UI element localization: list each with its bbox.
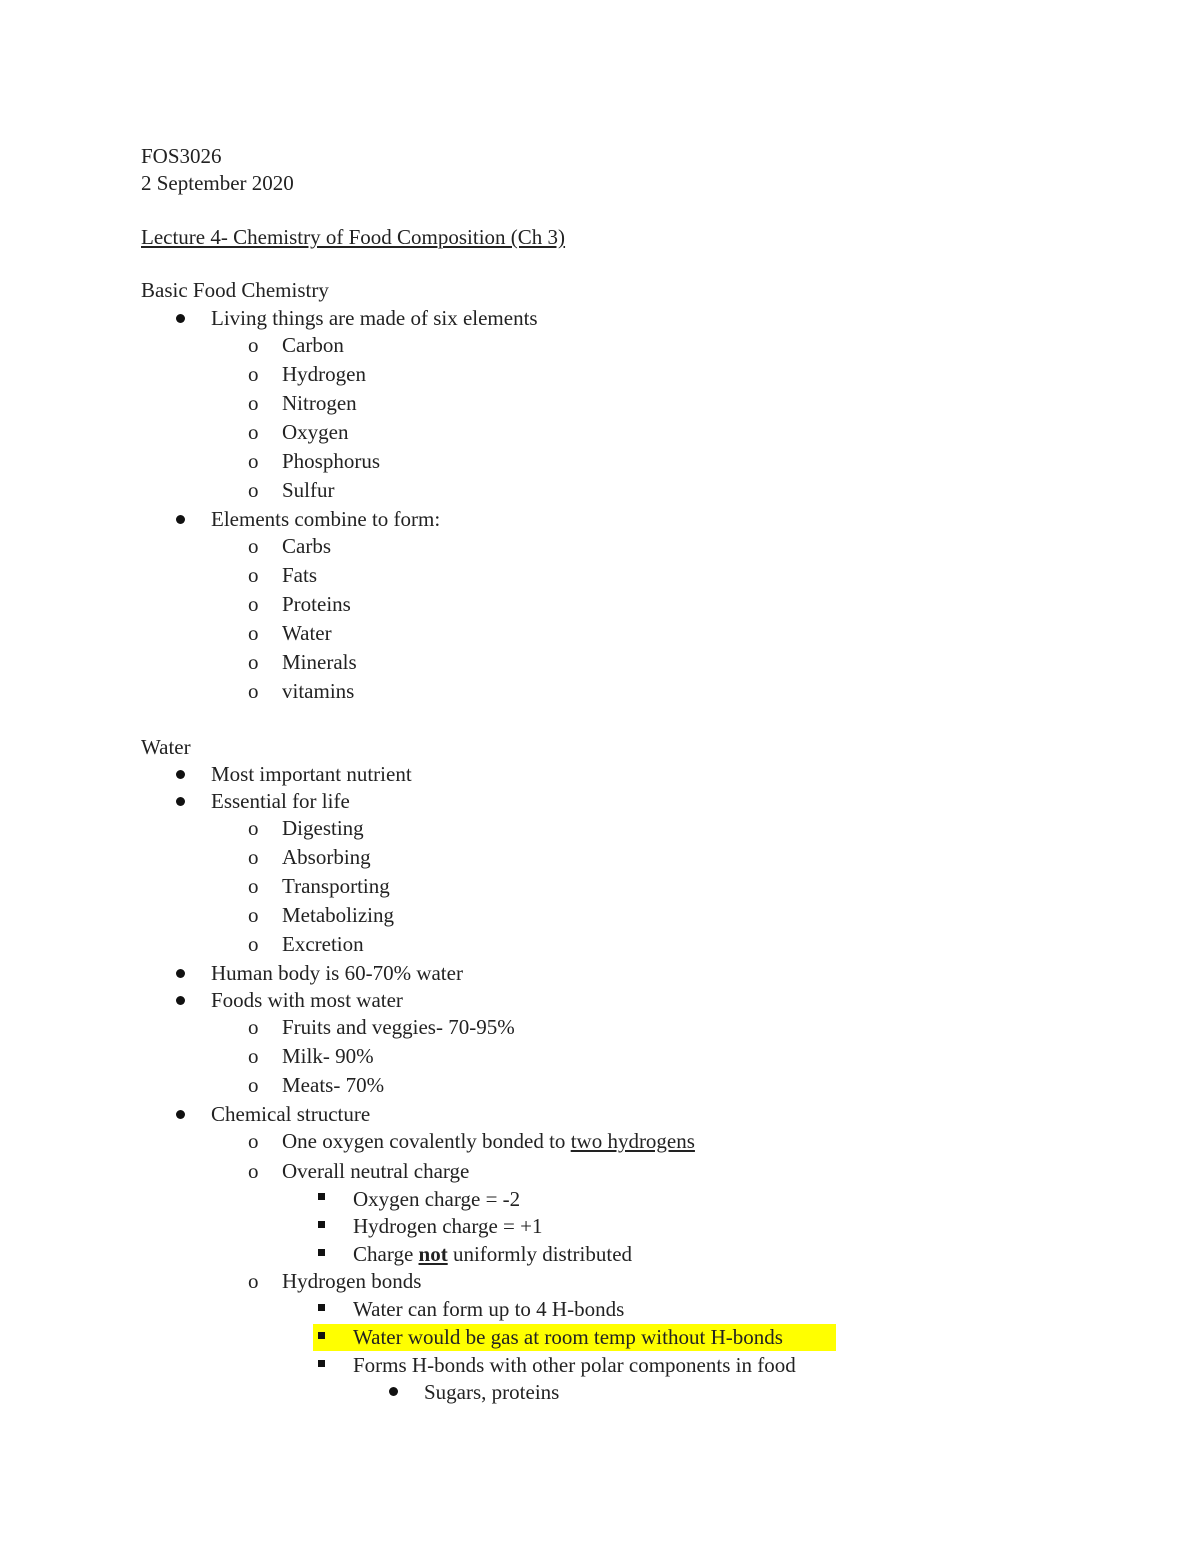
list-item: Fruits and veggies- 70-95% <box>282 1015 515 1039</box>
list-item: Carbon <box>282 333 344 357</box>
list-item: Most important nutrient <box>211 762 412 786</box>
bullet-circle: o <box>248 932 259 956</box>
bullet-disc <box>176 1110 185 1119</box>
bullet-square <box>318 1304 325 1311</box>
bullet-circle: o <box>248 621 259 645</box>
list-item: Hydrogen charge = +1 <box>353 1214 543 1238</box>
bullet-circle: o <box>248 1129 259 1153</box>
text-segment: One oxygen covalently bonded to <box>282 1129 571 1153</box>
list-item: Chemical structure <box>211 1102 371 1126</box>
bullet-circle: o <box>248 874 259 898</box>
bullet-circle: o <box>248 1044 259 1068</box>
bullet-square <box>318 1332 325 1339</box>
list-item: Carbs <box>282 534 331 558</box>
bold-underlined-text: not <box>418 1242 448 1266</box>
list-item: Oxygen charge = -2 <box>353 1187 521 1211</box>
list-item: Digesting <box>282 816 364 840</box>
bullet-circle: o <box>248 903 259 927</box>
bullet-circle: o <box>248 534 259 558</box>
underlined-text: two hydrogens <box>570 1129 695 1153</box>
list-item: Forms H-bonds with other polar components in food <box>353 1353 796 1377</box>
bullet-disc <box>176 515 185 524</box>
list-item: Hydrogen <box>282 362 366 386</box>
list-item: Minerals <box>282 650 357 674</box>
bullet-square <box>318 1221 325 1228</box>
bullet-circle: o <box>248 478 259 502</box>
list-item: Transporting <box>282 874 390 898</box>
bullet-circle: o <box>248 449 259 473</box>
bullet-disc <box>176 797 185 806</box>
bullet-square <box>318 1360 325 1367</box>
list-item: vitamins <box>282 679 355 703</box>
bullet-disc <box>176 969 185 978</box>
bullet-disc <box>389 1387 398 1396</box>
list-item: Sulfur <box>282 478 335 502</box>
bullet-circle: o <box>248 816 259 840</box>
highlighted-list-item: Water would be gas at room temp without H-bonds <box>353 1325 783 1349</box>
bullet-disc <box>176 314 185 323</box>
list-item: Overall neutral charge <box>282 1159 470 1183</box>
bullet-circle: o <box>248 333 259 357</box>
list-item: Fats <box>282 563 318 587</box>
list-item: Human body is 60-70% water <box>211 961 463 985</box>
list-item: Water can form up to 4 H-bonds <box>353 1297 625 1321</box>
list-item: Phosphorus <box>282 449 381 473</box>
bullet-circle: o <box>248 845 259 869</box>
bullet-circle: o <box>248 563 259 587</box>
bullet-circle: o <box>248 650 259 674</box>
bullet-circle: o <box>248 420 259 444</box>
list-item: Excretion <box>282 932 364 956</box>
date: 2 September 2020 <box>141 171 294 195</box>
bullet-circle: o <box>248 1073 259 1097</box>
bullet-square <box>318 1249 325 1256</box>
list-item: Foods with most water <box>211 988 403 1012</box>
bullet-circle: o <box>248 362 259 386</box>
bullet-disc <box>176 770 185 779</box>
bullet-circle: o <box>248 1269 259 1293</box>
section-heading-water: Water <box>141 735 191 759</box>
list-item: Water <box>282 621 332 645</box>
list-item: Absorbing <box>282 845 371 869</box>
text-segment: uniformly distributed <box>447 1242 633 1266</box>
list-item: Milk- 90% <box>282 1044 374 1068</box>
course-code: FOS3026 <box>141 144 222 168</box>
bullet-circle: o <box>248 1159 259 1183</box>
list-item: Living things are made of six elements <box>211 306 538 330</box>
list-item: Nitrogen <box>282 391 357 415</box>
list-item: Hydrogen bonds <box>282 1269 422 1293</box>
bullet-circle: o <box>248 1015 259 1039</box>
bullet-disc <box>176 996 185 1005</box>
list-item <box>353 1240 632 1268</box>
list-item <box>282 1127 695 1155</box>
bullet-circle: o <box>248 679 259 703</box>
bullet-circle: o <box>248 592 259 616</box>
bullet-square <box>318 1193 325 1200</box>
list-item: Elements combine to form: <box>211 507 441 531</box>
bullet-circle: o <box>248 391 259 415</box>
text-segment: Charge <box>353 1242 419 1266</box>
list-item: Sugars, proteins <box>424 1380 560 1404</box>
list-item: Metabolizing <box>282 903 394 927</box>
list-item: Proteins <box>282 592 351 616</box>
list-item: Oxygen <box>282 420 349 444</box>
list-item: Essential for life <box>211 789 350 813</box>
lecture-title: Lecture 4- Chemistry of Food Composition (Ch 3) <box>141 225 566 249</box>
list-item: Meats- 70% <box>282 1073 385 1097</box>
section-heading-basic-food-chemistry: Basic Food Chemistry <box>141 278 329 302</box>
